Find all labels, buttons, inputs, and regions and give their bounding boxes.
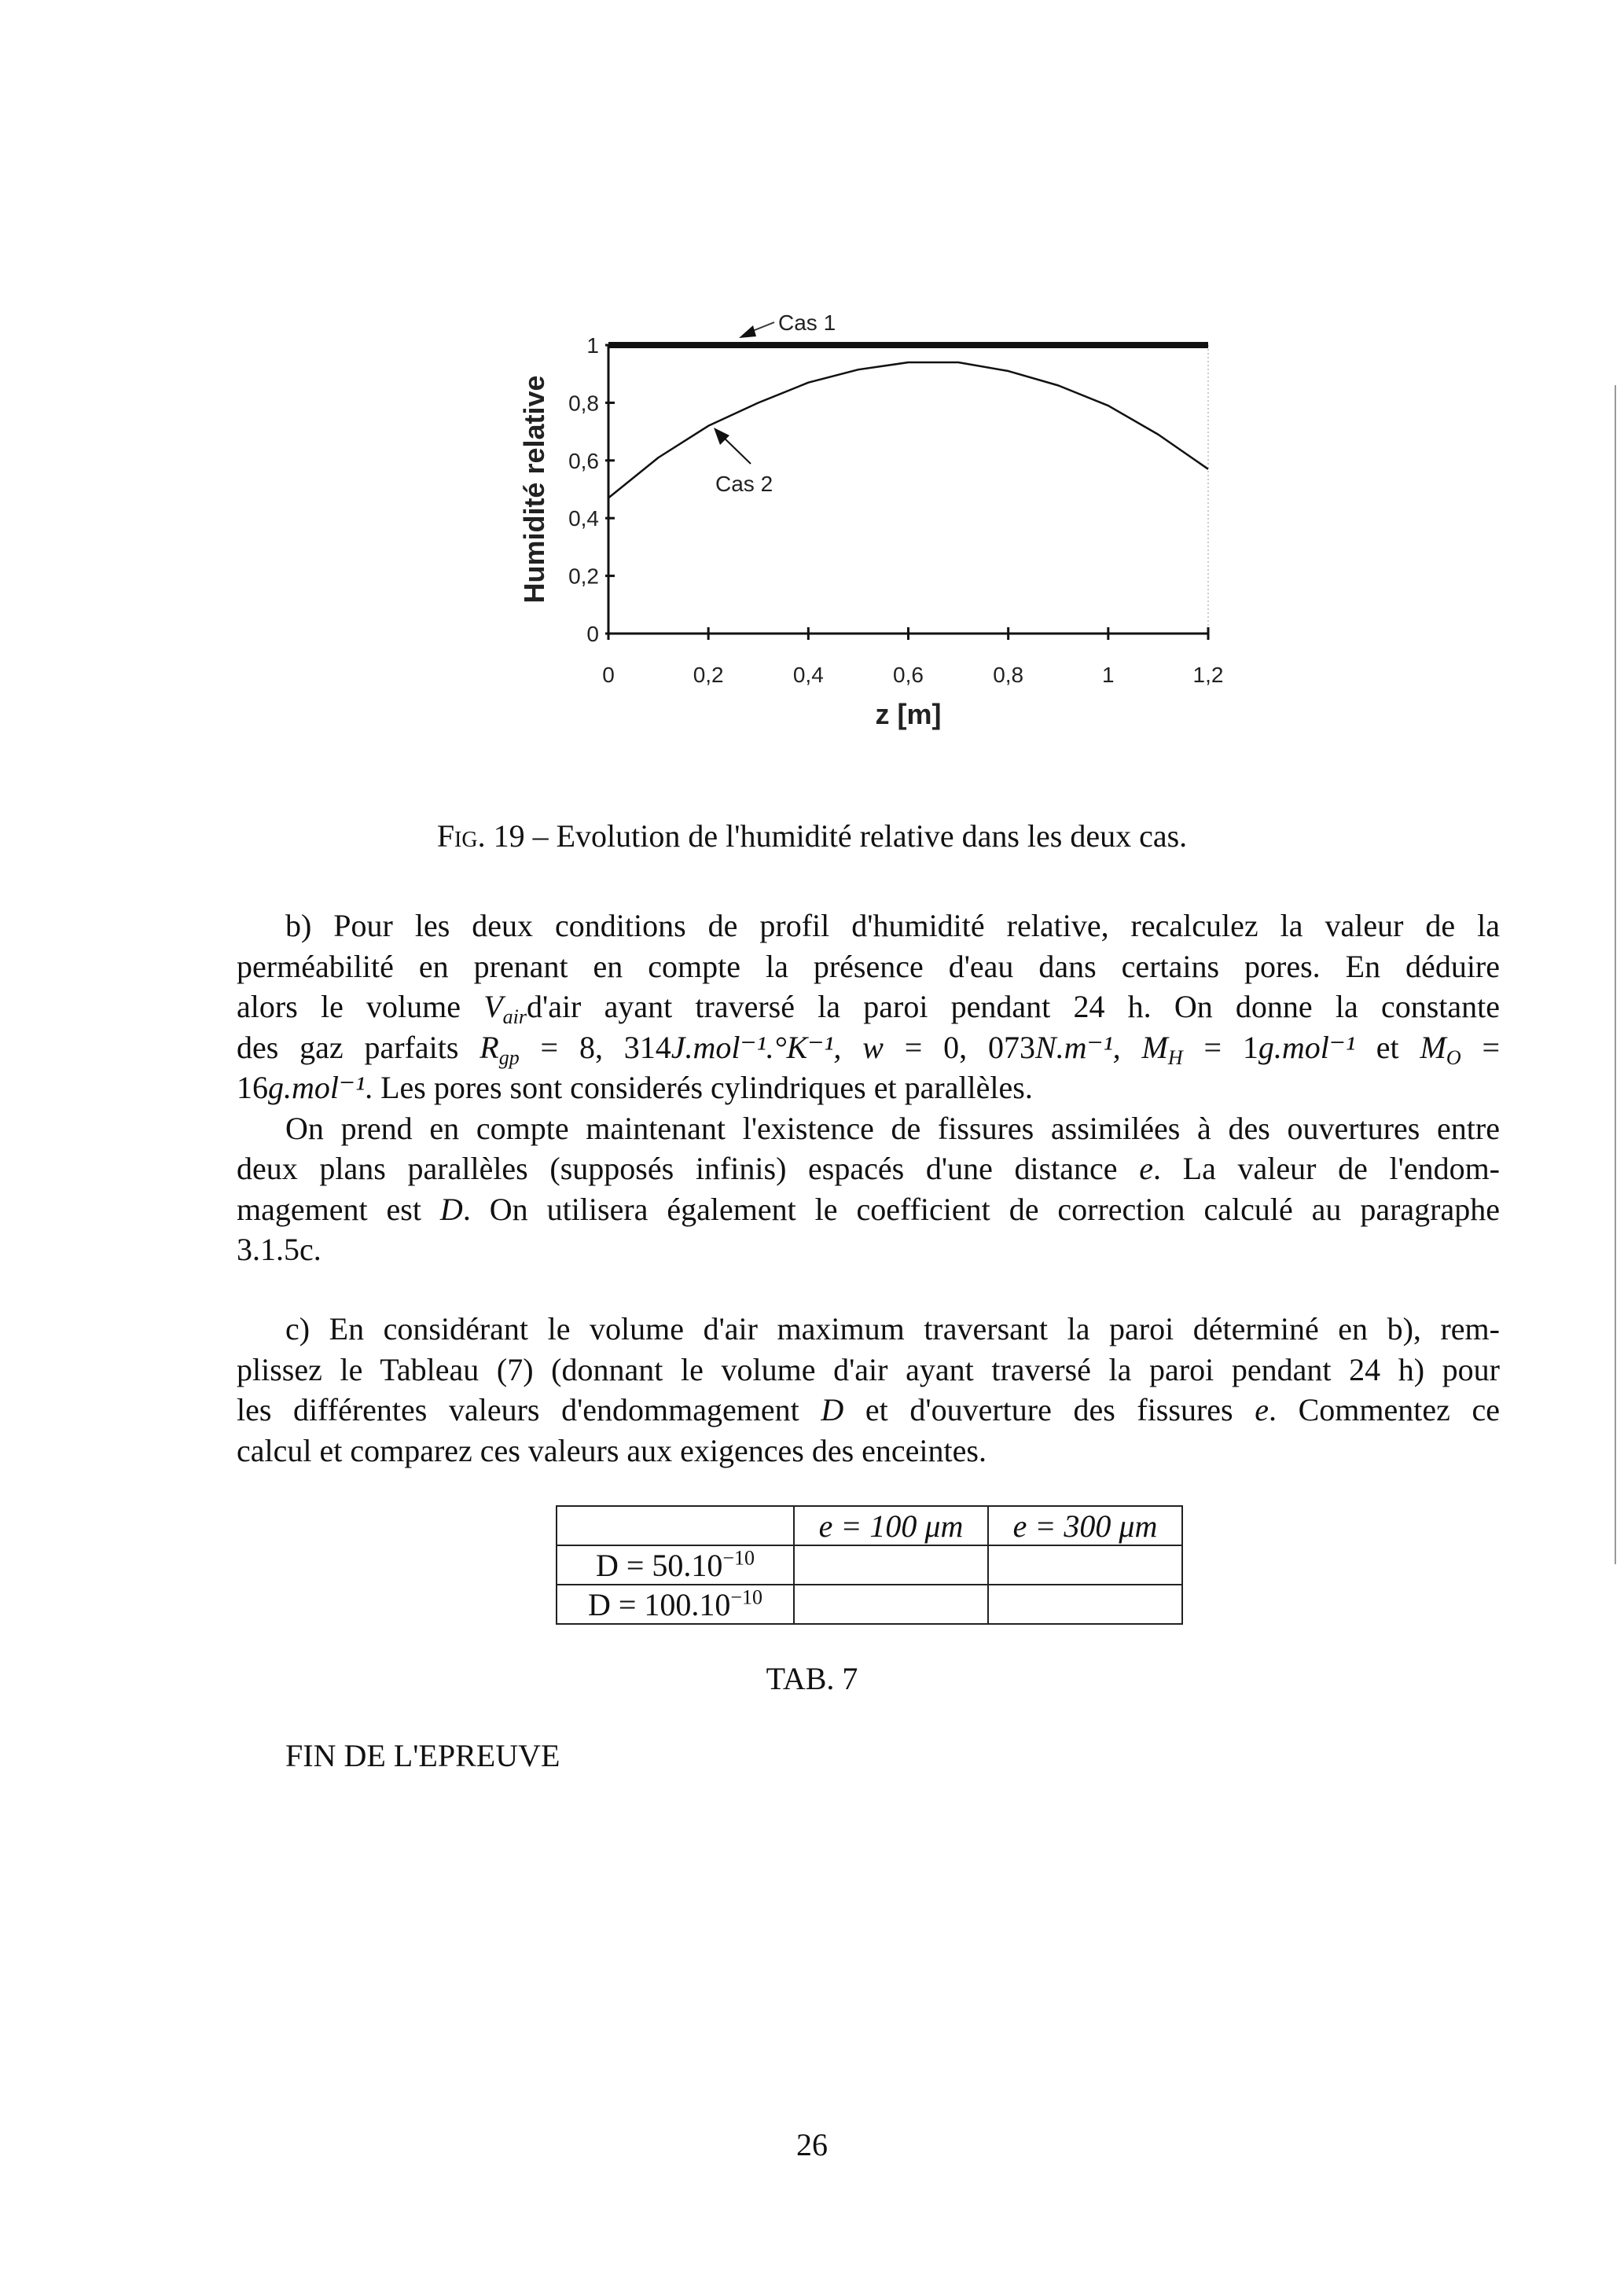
math: V xyxy=(483,989,503,1024)
series-cas-2-line xyxy=(608,362,1208,498)
math-sub: H xyxy=(1167,1045,1183,1069)
arrow-head-icon xyxy=(739,325,756,338)
table-cell xyxy=(794,1585,988,1624)
text: et xyxy=(1354,1029,1420,1065)
row-label-exponent: −10 xyxy=(722,1546,755,1570)
text: = 0, 073 xyxy=(883,1029,1035,1065)
arrow-head-icon xyxy=(714,428,729,445)
row-label-exponent: −10 xyxy=(730,1585,763,1609)
math: M xyxy=(1420,1029,1446,1065)
text: magement est xyxy=(237,1191,440,1227)
math: N.m⁻¹, M xyxy=(1035,1029,1168,1065)
x-tick-label: 1,2 xyxy=(1192,663,1224,687)
annotation-cas-1: Cas 1 xyxy=(778,310,836,335)
arrow-line xyxy=(723,437,751,464)
x-tick-label: 0,8 xyxy=(993,663,1024,687)
table-header-cell: e = 100 μm xyxy=(794,1506,988,1545)
math-sub: O xyxy=(1446,1045,1461,1069)
text: alors le volume xyxy=(237,989,484,1024)
end-text: FIN DE L'EPREUVE xyxy=(285,1738,560,1773)
table-cell xyxy=(988,1545,1182,1585)
text-line xyxy=(237,1067,1500,1108)
x-tick-label: 0,4 xyxy=(792,663,824,687)
text-line xyxy=(237,1027,1500,1068)
text-line xyxy=(237,1390,1500,1431)
text-line: b) Pour les deux conditions de profil d'humidité relative, recalculez la valeur de la xyxy=(285,908,1500,943)
results-table xyxy=(556,1505,1183,1625)
humidity-chart xyxy=(0,0,1624,786)
text: = xyxy=(1460,1029,1501,1065)
table-row-label xyxy=(557,1585,794,1624)
y-tick-label: 1 xyxy=(586,333,599,358)
math: D xyxy=(439,1191,463,1227)
text: = 1 xyxy=(1182,1029,1258,1065)
y-tick-label: 0,8 xyxy=(568,391,599,416)
text: des gaz parfaits xyxy=(237,1029,480,1065)
table-cell xyxy=(794,1545,988,1585)
math-sub: air xyxy=(502,1005,527,1028)
text-line xyxy=(237,1189,1500,1230)
figure-caption xyxy=(0,817,1624,854)
math-sub: gp xyxy=(498,1045,520,1069)
text: les différentes valeurs d'endommagement xyxy=(237,1392,821,1427)
text-line xyxy=(237,986,1500,1027)
y-tick-label: 0,4 xyxy=(568,506,599,531)
table-row-label xyxy=(557,1545,794,1585)
math: J.mol⁻¹.°K⁻¹, w xyxy=(671,1029,884,1065)
y-tick-label: 0 xyxy=(586,622,599,646)
page-number: 26 xyxy=(796,2127,828,2162)
y-axis-label: Humidité relative xyxy=(518,375,550,604)
figure-caption-text: 19 – Evolution de l'humidité relative dans les deux cas. xyxy=(485,818,1188,854)
x-tick-label: 1 xyxy=(1102,663,1115,687)
text: deux plans parallèles (supposés infinis) espacés d'une distance xyxy=(237,1151,1140,1186)
text-line: plissez le Tableau (7) (donnant le volume d'air ayant traversé la paroi pendant 24 h) pour xyxy=(237,1351,1500,1387)
scan-edge-line xyxy=(1615,385,1616,1564)
paragraph-b xyxy=(237,906,1500,1270)
math: g.mol⁻¹ xyxy=(268,1070,366,1105)
text-line: c) En considérant le volume d'air maximum traversant la paroi déterminé en b), rem- xyxy=(285,1311,1500,1346)
x-tick-label: 0,2 xyxy=(693,663,724,687)
math: g.mol⁻¹ xyxy=(1258,1029,1355,1065)
x-axis-label: z [m] xyxy=(875,698,942,730)
text-line: calcul et comparez ces valeurs aux exigences des enceintes. xyxy=(237,1432,987,1468)
math: D xyxy=(821,1392,844,1427)
text: . Commentez ce xyxy=(1268,1392,1500,1427)
annotation-cas-2: Cas 2 xyxy=(715,472,773,496)
y-tick-label: 0,6 xyxy=(568,448,599,473)
text: et d'ouverture des fissures xyxy=(843,1392,1255,1427)
text-line xyxy=(237,1148,1500,1189)
table-header-row xyxy=(557,1506,1182,1545)
x-tick-label: 0,6 xyxy=(893,663,924,687)
text: d'air ayant traversé la paroi pendant 24 h. On donne la constante xyxy=(526,989,1500,1024)
math: e xyxy=(1139,1151,1153,1186)
text-line: perméabilité en prenant en compte la présence d'eau dans certains pores. En déduire xyxy=(237,948,1500,984)
text: . Les pores sont considerés cylindriques et parallèles. xyxy=(365,1070,1033,1105)
math: e xyxy=(1255,1392,1269,1427)
text: = 8, 314 xyxy=(519,1029,671,1065)
y-tick-label: 0,2 xyxy=(568,564,599,589)
table-header-cell xyxy=(557,1506,794,1545)
table-cell xyxy=(988,1585,1182,1624)
x-tick-label: 0 xyxy=(602,663,615,687)
math: R xyxy=(479,1029,499,1065)
table-caption: TAB. 7 xyxy=(766,1661,858,1696)
paragraph-c xyxy=(237,1309,1500,1471)
text: . La valeur de l'endom- xyxy=(1152,1151,1500,1186)
figure-label: Fig. xyxy=(436,818,486,854)
table-row xyxy=(557,1585,1182,1624)
text: 16 xyxy=(237,1070,268,1105)
row-label-text: D = 50.10 xyxy=(595,1547,723,1583)
row-label-text: D = 100.10 xyxy=(587,1586,731,1622)
table-header-cell: e = 300 μm xyxy=(988,1506,1182,1545)
text-line: On prend en compte maintenant l'existence de fissures assimilées à des ouvertures entre xyxy=(285,1110,1500,1146)
table-row xyxy=(557,1545,1182,1585)
text: . On utilisera également le coefficient de correction calculé au paragraphe xyxy=(462,1191,1500,1227)
text-line: 3.1.5c. xyxy=(237,1232,321,1267)
